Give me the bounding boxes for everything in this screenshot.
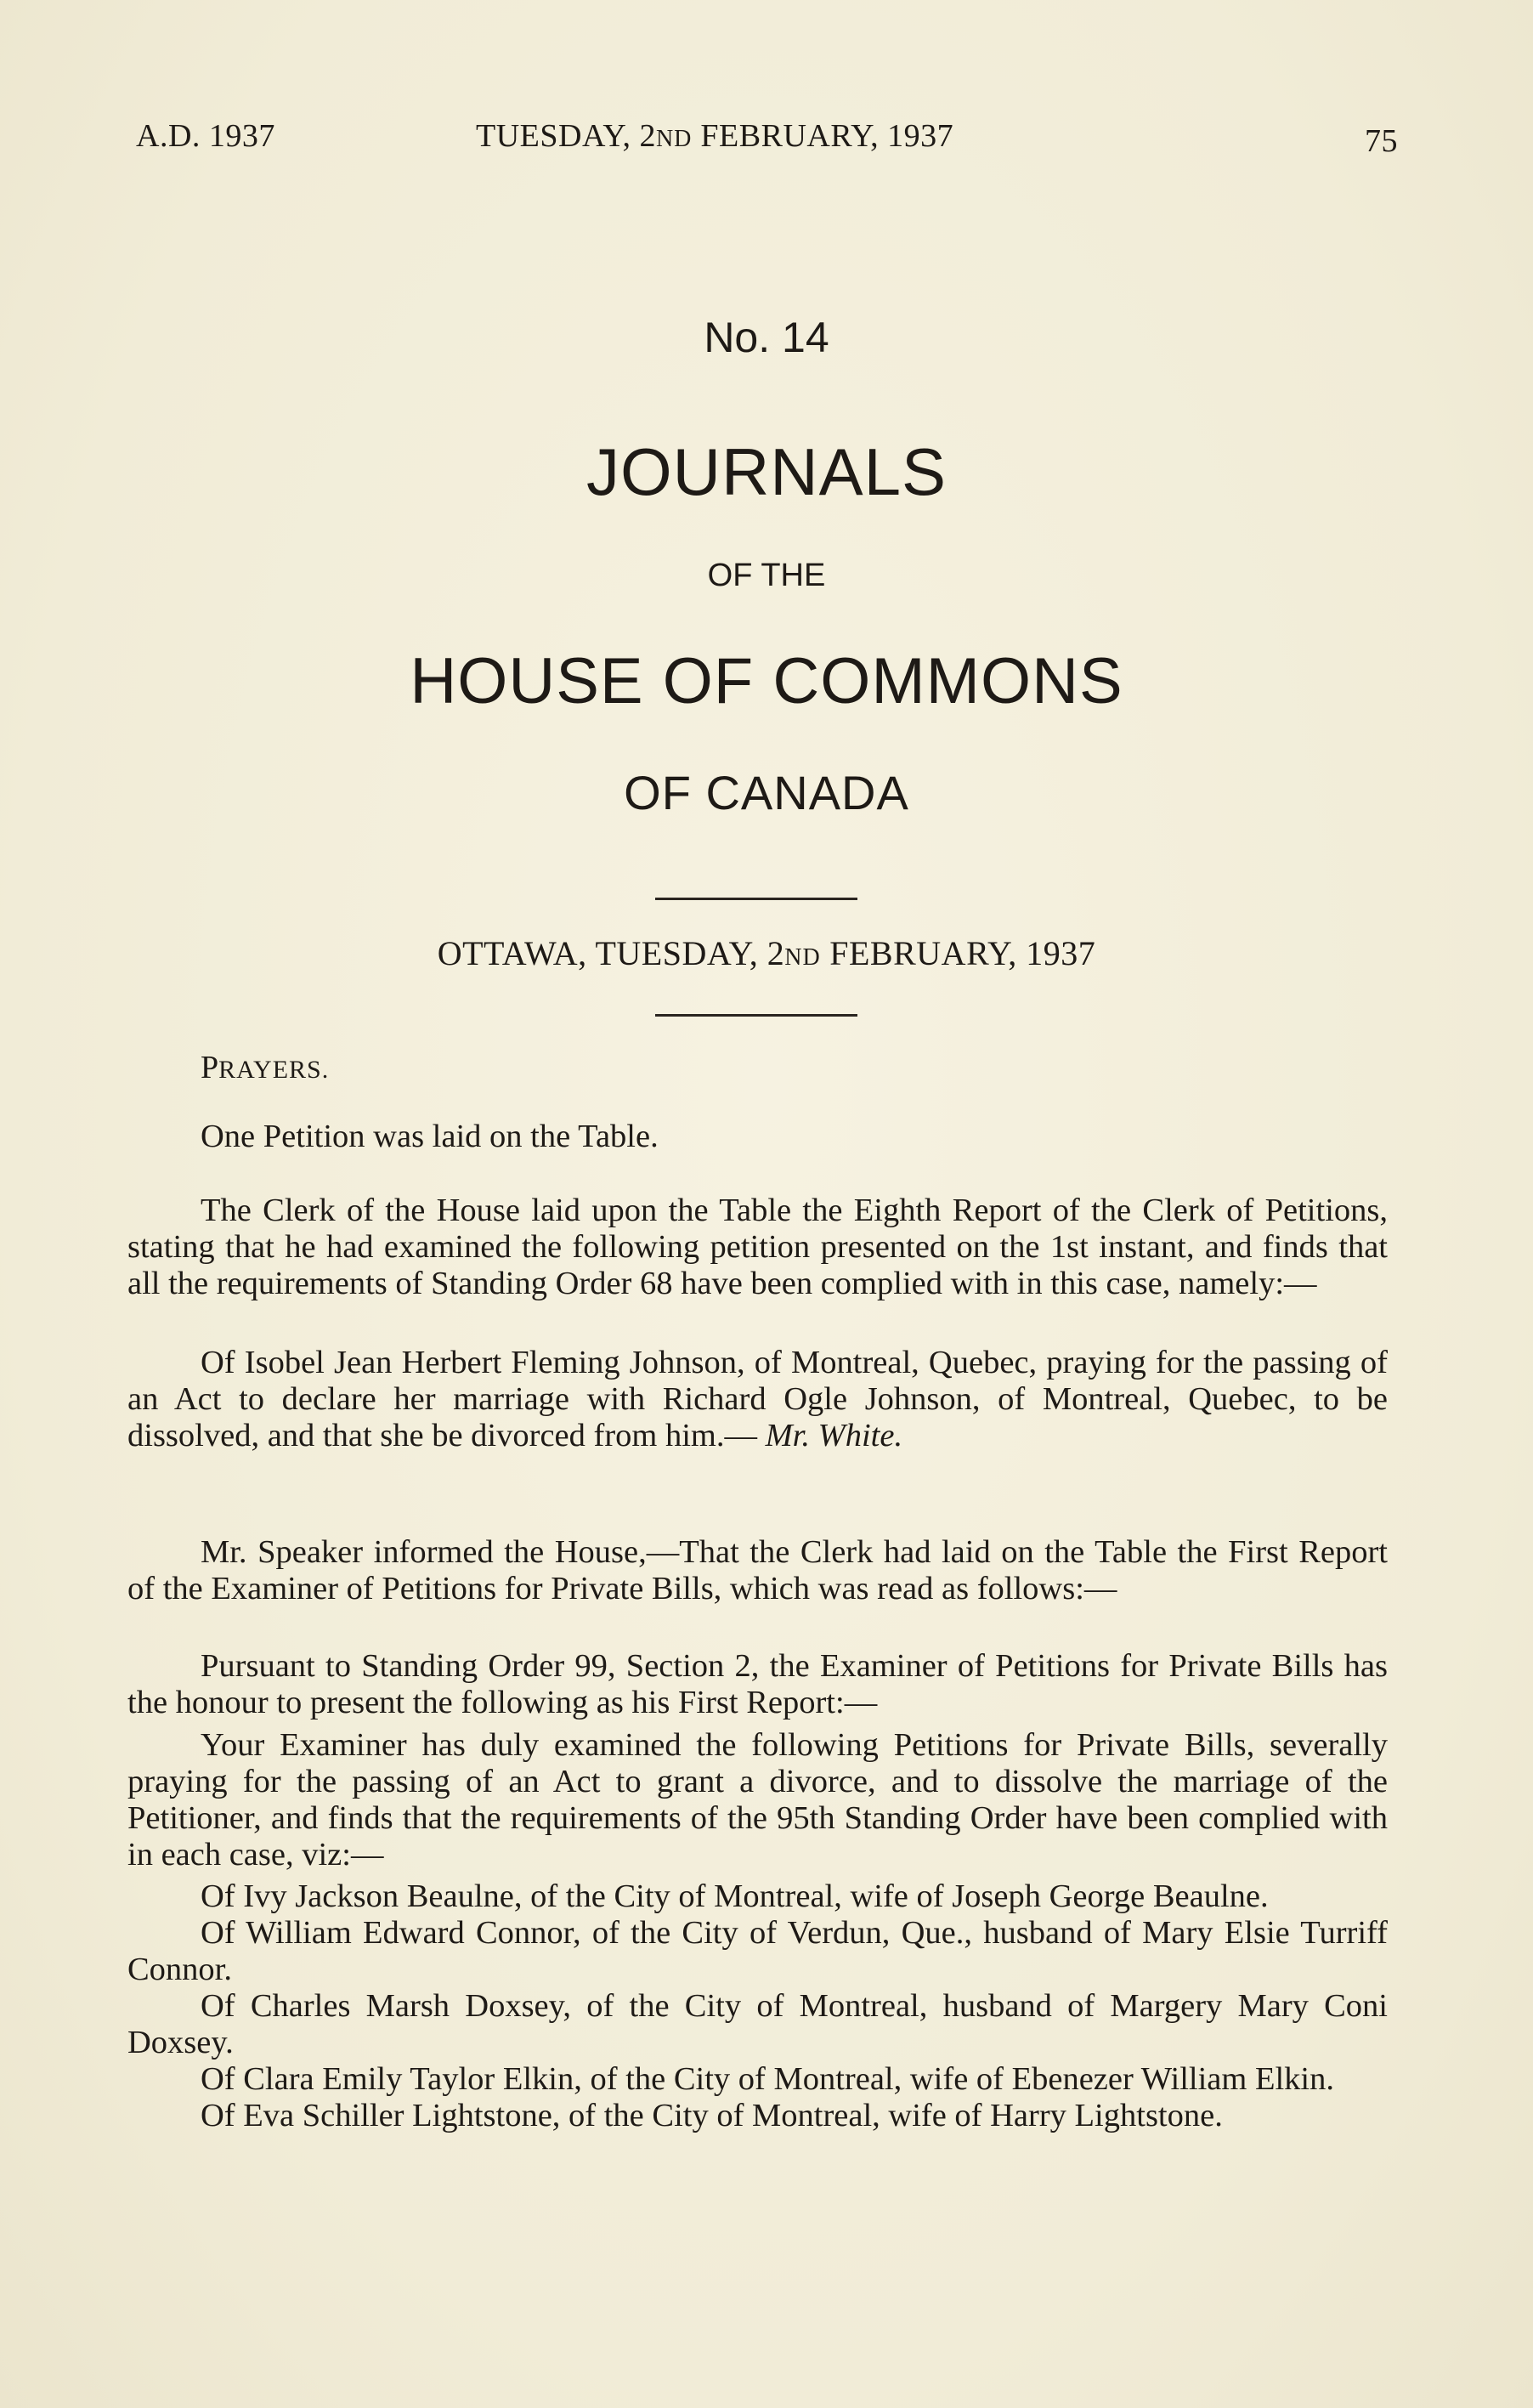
dateline-pre: OTTAWA, TUESDAY, 2: [437, 934, 785, 972]
paragraph-petition-laid: [127, 1119, 1388, 1155]
running-head-date: [476, 117, 953, 155]
petitioner-list: [127, 1878, 1388, 2134]
paragraph-text: [127, 1345, 1388, 1454]
journal-of-the: OF THE: [707, 558, 826, 593]
prayers-rest: RAYERS.: [218, 1056, 330, 1084]
list-item: Of Eva Schiller Lightstone, of the City of Montreal, wife of Harry Lightstone.: [201, 2098, 1223, 2133]
rule-divider-bottom: [655, 1014, 857, 1017]
paragraph-examiner: [127, 1727, 1388, 1873]
paragraph-text: The Clerk of the House laid upon the Table the Eighth Report of the Clerk of Petitions, stating that he had examined the following petition presented on the 1st instant, and finds that all the requirements of Standing Order 68 have been complied with in this case, namely:—: [127, 1193, 1388, 1301]
mover-name: Mr. White.: [765, 1418, 903, 1453]
page-number: 75: [1365, 123, 1398, 159]
list-item: Of Ivy Jackson Beaulne, of the City of Montreal, wife of Joseph George Beaulne.: [201, 1878, 1269, 1914]
running-head-year: A.D. 1937: [136, 118, 275, 154]
journal-of-canada: OF CANADA: [624, 766, 909, 819]
running-head-date-pre: TUESDAY, 2: [476, 118, 656, 154]
list-item: Of Clara Emily Taylor Elkin, of the City of Montreal, wife of Ebenezer William Elkin.: [201, 2061, 1335, 2097]
journal-number: No. 14: [704, 314, 829, 361]
prayers-heading: [201, 1049, 329, 1086]
paragraph-text: Pursuant to Standing Order 99, Section 2, the Examiner of Petitions for Private Bills has the honour to present the following as his First Report:—: [127, 1648, 1388, 1720]
rule-divider-top: [655, 898, 857, 900]
dateline-ordinal: ND: [784, 944, 821, 971]
paragraph-text: Your Examiner has duly examined the following Petitions for Private Bills, severally praying for the passing of an Act to grant a divorce, and to dissolve the marriage of the Petitioner, and finds that the requirements of the 95th Standing Order have been complied with in each case, viz:—: [127, 1727, 1388, 1873]
dateline: [0, 933, 1533, 973]
running-head-date-post: FEBRUARY, 1937: [692, 118, 954, 154]
paragraph-clerk-report: [127, 1193, 1388, 1302]
running-head-date-ordinal: ND: [655, 126, 693, 152]
paragraph-standing-order: [127, 1648, 1388, 1721]
dateline-post: FEBRUARY, 1937: [820, 934, 1096, 972]
running-head: [136, 117, 1398, 160]
journal-title: JOURNALS: [585, 434, 948, 509]
paragraph-johnson-text: Of Isobel Jean Herbert Fleming Johnson, of Montreal, Quebec, praying for the passing of an Act to declare her marriage with Richard Ogle Johnson, of Montreal, Quebec, to be dissolved, and that she be divorced from him.—: [127, 1345, 1388, 1453]
journal-house: HOUSE OF COMMONS: [410, 645, 1123, 717]
paragraph-text: One Petition was laid on the Table.: [201, 1119, 659, 1154]
list-item: Of Charles Marsh Doxsey, of the City of Montreal, husband of Margery Mary Coni Doxsey.: [127, 1988, 1388, 2060]
paragraph-text: Mr. Speaker informed the House,—That the Clerk had laid on the Table the First Report of the Examiner of Petitions for Private Bills, which was read as follows:—: [127, 1534, 1388, 1606]
list-item: Of William Edward Connor, of the City of Verdun, Que., husband of Mary Elsie Turriff Connor.: [127, 1915, 1388, 1987]
prayers-initial: P: [201, 1050, 219, 1085]
paragraph-speaker-informed: [127, 1534, 1388, 1607]
paragraph-johnson-petition: [127, 1345, 1388, 1454]
